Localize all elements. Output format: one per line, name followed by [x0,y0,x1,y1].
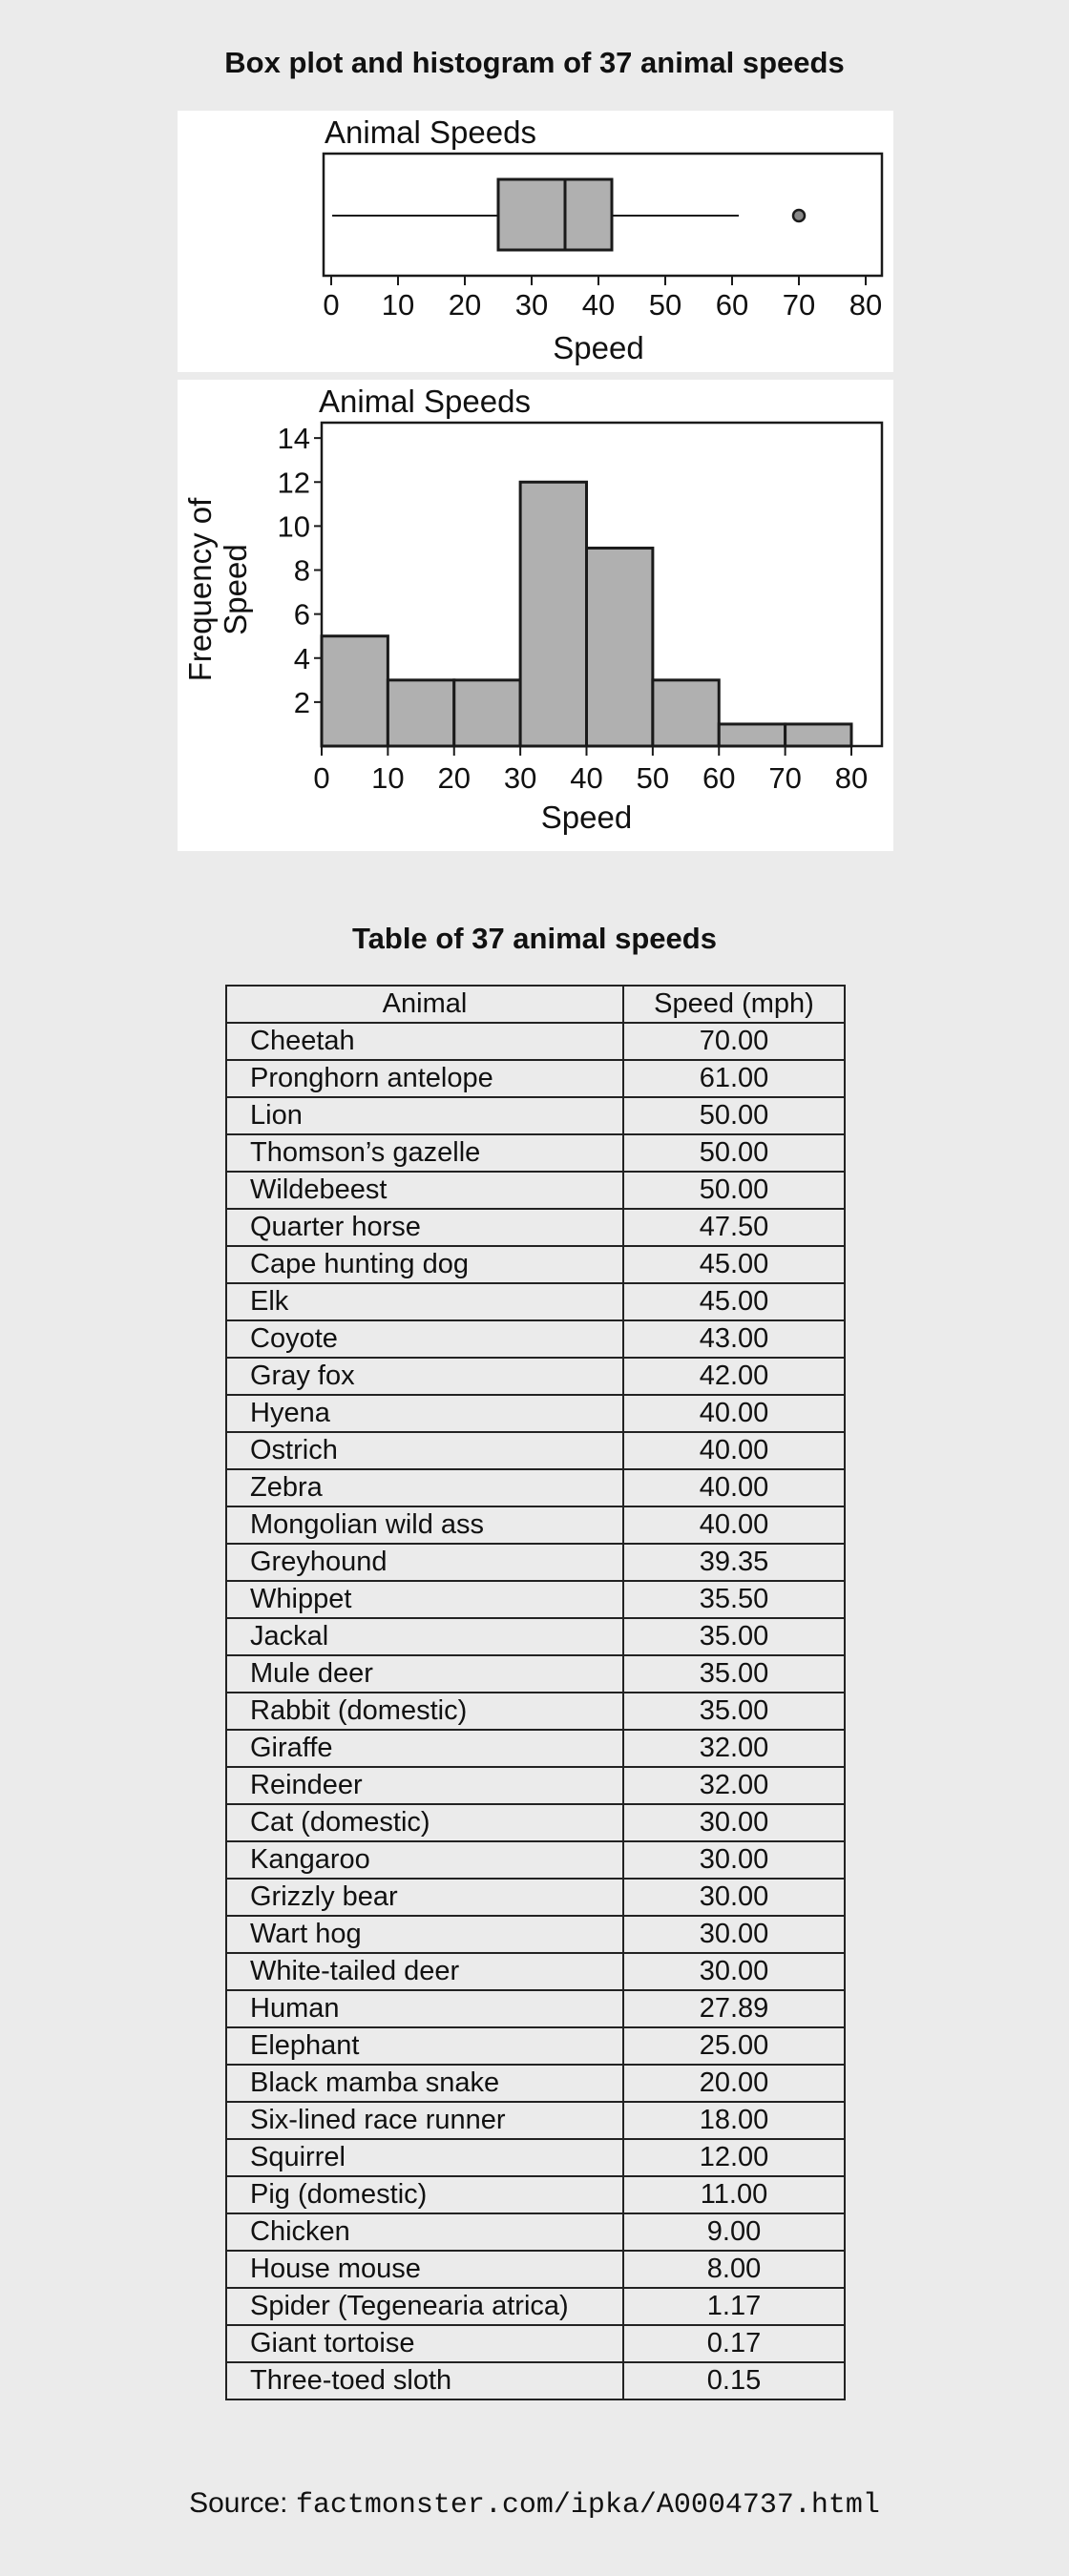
table-row [226,1544,845,1581]
table-row [226,1283,845,1320]
x-tick-label: 40 [570,761,603,795]
source-label: Source: [189,2487,296,2519]
speed-value-cell: 9.00 [623,2213,845,2251]
x-tick-label: 80 [849,288,883,322]
speed-value-cell: 40.00 [623,1395,845,1432]
speed-value-cell: 50.00 [623,1097,845,1134]
x-tick-label: 50 [648,288,682,322]
table-row [226,1209,845,1246]
y-tick-label: 12 [277,466,310,500]
speeds-table [225,985,846,2400]
animal-name-cell: Kangaroo [226,1841,623,1879]
x-tick-label: 30 [514,288,549,322]
table-row [226,1581,845,1618]
animal-name-cell: Giant tortoise [226,2325,623,2362]
speed-value-cell: 30.00 [623,1916,845,1953]
speed-value-cell: 42.00 [623,1358,845,1395]
table-row [226,1469,845,1506]
animal-name-cell: Mongolian wild ass [226,1506,623,1544]
animal-name-cell: Lion [226,1097,623,1134]
speed-value-cell: 30.00 [623,1841,845,1879]
boxplot-x-axis-label: Speed [553,330,644,365]
animal-name-cell: Cape hunting dog [226,1246,623,1283]
animal-name-cell: Greyhound [226,1544,623,1581]
animal-name-cell: White-tailed deer [226,1953,623,1990]
speed-value-cell: 0.15 [623,2362,845,2399]
animal-name-cell: Thomson’s gazelle [226,1134,623,1172]
x-tick-label: 80 [834,761,869,795]
speed-value-cell: 45.00 [623,1246,845,1283]
animal-name-cell: Six-lined race runner [226,2102,623,2139]
header-speed: Speed (mph) [623,986,845,1023]
histogram-bar [520,482,586,746]
animal-name-cell: Wildebeest [226,1172,623,1209]
y-tick-label: 2 [293,685,310,719]
table-header-row [226,986,845,1023]
animal-name-cell: Elephant [226,2027,623,2065]
animal-name-cell: Coyote [226,1320,623,1358]
animal-name-cell: Three-toed sloth [226,2362,623,2399]
table-row [226,1916,845,1953]
table-title: Table of 37 animal speeds [352,922,717,955]
y-tick-label: 14 [277,422,310,456]
histogram-y-axis-label-line1: Frequency of [182,497,218,682]
histogram-y-axis-label-line2: Speed [218,544,253,635]
x-tick-label: 30 [503,761,537,795]
table-row [226,2027,845,2065]
animal-name-cell: Giraffe [226,1730,623,1767]
x-tick-label: 20 [448,288,482,322]
table-row [226,1618,845,1655]
table-row [226,2251,845,2288]
speed-value-cell: 40.00 [623,1432,845,1469]
speed-value-cell: 47.50 [623,1209,845,1246]
speed-value-cell: 35.00 [623,1693,845,1730]
table-row [226,2288,845,2325]
source-url: factmonster.com/ipka/A0004737.html [295,2489,880,2522]
table-row [226,2176,845,2213]
table-row [226,2362,845,2399]
speed-value-cell: 18.00 [623,2102,845,2139]
y-tick-label: 6 [293,597,310,632]
speed-value-cell: 70.00 [623,1023,845,1060]
speed-value-cell: 43.00 [623,1320,845,1358]
animal-name-cell: Chicken [226,2213,623,2251]
y-tick-label: 4 [293,641,310,675]
table-row [226,1767,845,1804]
table-row [226,2325,845,2362]
animal-name-cell: Quarter horse [226,1209,623,1246]
animal-name-cell: Hyena [226,1395,623,1432]
table-row [226,1134,845,1172]
table-body [226,1023,845,2399]
histogram-bar [653,680,719,746]
table-row [226,1990,845,2027]
x-tick-label: 40 [581,288,616,322]
table-row [226,2102,845,2139]
animal-name-cell: Rabbit (domestic) [226,1693,623,1730]
table-row [226,2065,845,2102]
histogram-bar [786,724,851,746]
boxplot-box [498,179,612,250]
table-row [226,1432,845,1469]
animal-name-cell: Spider (Tegenearia atrica) [226,2288,623,2325]
animal-name-cell: Ostrich [226,1432,623,1469]
animal-name-cell: Black mamba snake [226,2065,623,2102]
table-row [226,1730,845,1767]
speed-value-cell: 27.89 [623,1990,845,2027]
speed-value-cell: 45.00 [623,1283,845,1320]
animal-name-cell: Jackal [226,1618,623,1655]
speed-value-cell: 32.00 [623,1767,845,1804]
speed-value-cell: 50.00 [623,1134,845,1172]
x-tick-label: 70 [768,761,802,795]
speed-value-cell: 32.00 [623,1730,845,1767]
animal-name-cell: Whippet [226,1581,623,1618]
speed-value-cell: 8.00 [623,2251,845,2288]
histogram-chart [178,380,893,851]
animal-name-cell: Cat (domestic) [226,1804,623,1841]
animal-name-cell: Zebra [226,1469,623,1506]
table-row [226,1953,845,1990]
table-row [226,1320,845,1358]
table-row [226,1879,845,1916]
animal-name-cell: House mouse [226,2251,623,2288]
boxplot-panel [178,111,893,372]
x-tick-label: 60 [715,288,749,322]
animal-name-cell: Squirrel [226,2139,623,2176]
table-row [226,1395,845,1432]
table-row [226,1655,845,1693]
table-row [226,1693,845,1730]
table-row [226,2213,845,2251]
boxplot-outlier [793,210,805,221]
table-row [226,1841,845,1879]
animal-name-cell: Elk [226,1283,623,1320]
animal-name-cell: Mule deer [226,1655,623,1693]
table-row [226,1506,845,1544]
table-row [226,1804,845,1841]
histogram-panel [178,380,893,851]
histogram-bar [719,724,785,746]
x-tick-label: 0 [313,761,330,795]
table-row [226,1246,845,1283]
table-row [226,1358,845,1395]
source-note [0,2487,1069,2522]
histogram-bar [587,548,653,746]
histogram-title: Animal Speeds [319,384,531,419]
animal-name-cell: Grizzly bear [226,1879,623,1916]
table-row [226,1023,845,1060]
speed-value-cell: 35.00 [623,1655,845,1693]
boxplot-title: Animal Speeds [325,114,536,150]
speed-value-cell: 25.00 [623,2027,845,2065]
speed-value-cell: 40.00 [623,1506,845,1544]
x-tick-label: 10 [381,288,415,322]
x-tick-label: 50 [636,761,670,795]
speed-value-cell: 12.00 [623,2139,845,2176]
histogram-bar [388,680,453,746]
animal-name-cell: Pronghorn antelope [226,1060,623,1097]
y-tick-label: 10 [277,509,310,544]
animal-name-cell: Human [226,1990,623,2027]
histogram-x-axis-label: Speed [540,800,633,835]
x-tick-label: 0 [323,288,340,322]
table-row [226,1172,845,1209]
header-animal: Animal [226,986,623,1023]
animal-name-cell: Cheetah [226,1023,623,1060]
speed-value-cell: 11.00 [623,2176,845,2213]
speed-value-cell: 30.00 [623,1953,845,1990]
x-tick-label: 20 [437,761,471,795]
y-tick-label: 8 [293,553,310,588]
histogram-bar [322,636,388,746]
animal-name-cell: Reindeer [226,1767,623,1804]
x-tick-label: 60 [702,761,736,795]
table-row [226,2139,845,2176]
speed-value-cell: 40.00 [623,1469,845,1506]
speed-value-cell: 61.00 [623,1060,845,1097]
boxplot-chart [178,111,893,372]
animal-name-cell: Gray fox [226,1358,623,1395]
figure-title: Box plot and histogram of 37 animal speeds [224,46,845,79]
speed-value-cell: 39.35 [623,1544,845,1581]
x-tick-label: 70 [782,288,816,322]
speed-value-cell: 20.00 [623,2065,845,2102]
animal-name-cell: Pig (domestic) [226,2176,623,2213]
animal-name-cell: Wart hog [226,1916,623,1953]
histogram-bar [454,680,520,746]
speed-value-cell: 30.00 [623,1804,845,1841]
speed-value-cell: 30.00 [623,1879,845,1916]
speed-value-cell: 35.00 [623,1618,845,1655]
x-tick-label: 10 [371,761,405,795]
table-row [226,1097,845,1134]
table-row [226,1060,845,1097]
speed-value-cell: 0.17 [623,2325,845,2362]
speed-value-cell: 35.50 [623,1581,845,1618]
speed-value-cell: 1.17 [623,2288,845,2325]
speed-value-cell: 50.00 [623,1172,845,1209]
